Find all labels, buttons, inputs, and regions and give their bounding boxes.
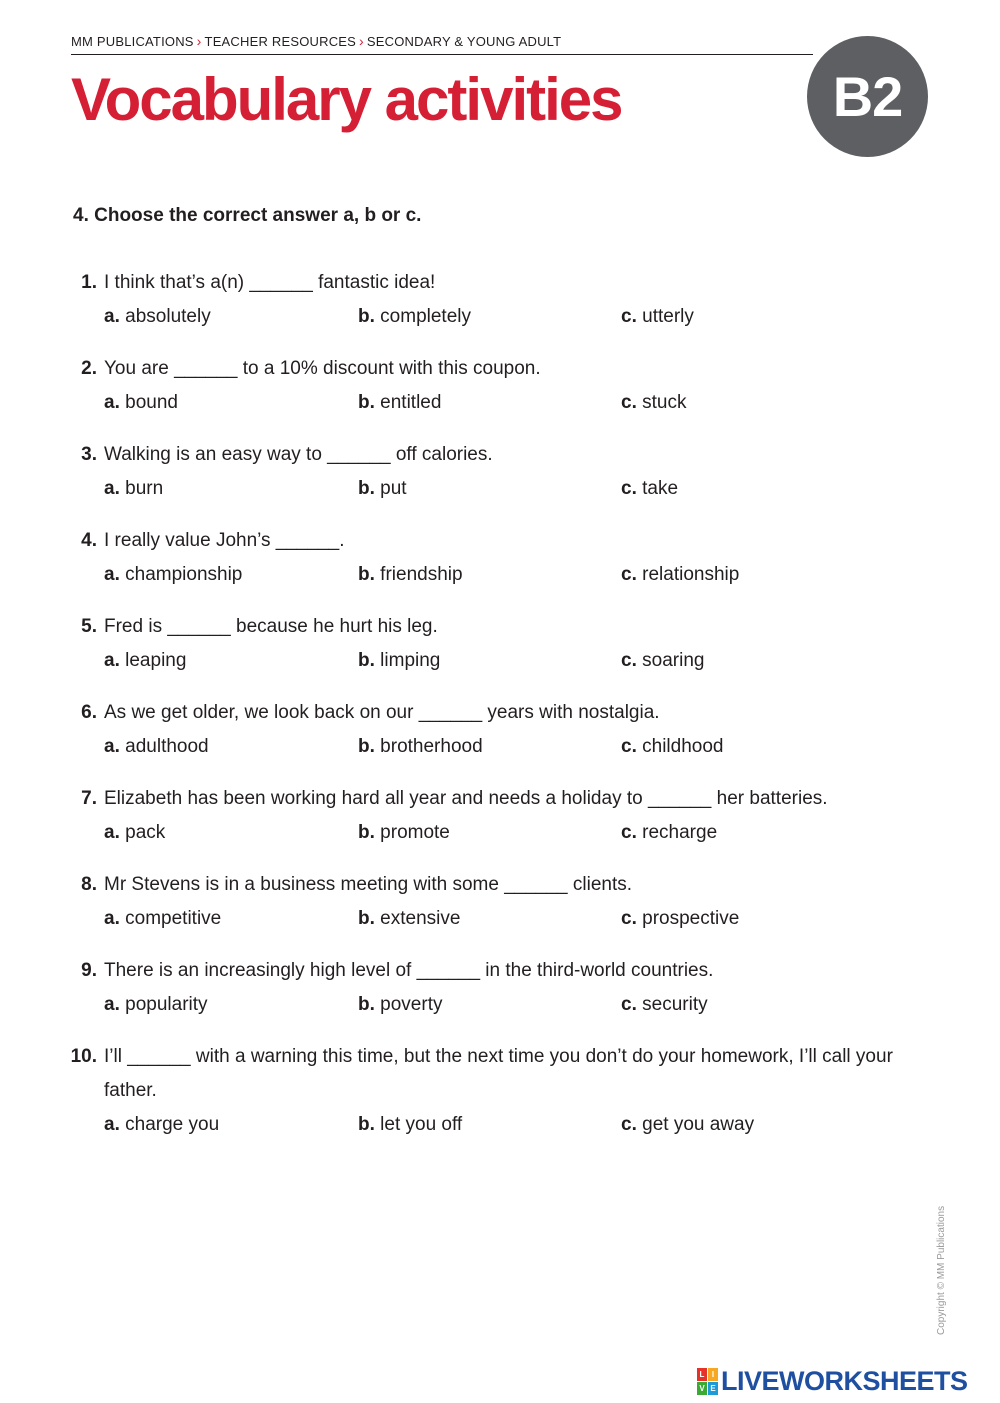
answer-option-b[interactable] xyxy=(358,386,441,420)
question-text: Elizabeth has been working hard all year and needs a holiday to ______ her batteries. xyxy=(104,788,828,809)
question-number: 9. xyxy=(81,960,97,981)
option-text: extensive xyxy=(380,908,461,929)
question-text: I’ll ______ with a warning this time, but the next time you don’t do your homework, I’ll call your father. xyxy=(104,1046,893,1101)
option-label: b. xyxy=(358,994,375,1015)
option-label: c. xyxy=(621,564,637,585)
option-label: b. xyxy=(358,478,375,499)
copyright-notice: Copyright © MM Publications xyxy=(936,1205,947,1335)
option-text: burn xyxy=(125,478,164,499)
option-text: absolutely xyxy=(125,306,211,327)
answer-options xyxy=(60,644,940,678)
answer-options xyxy=(60,988,940,1022)
question-list xyxy=(60,266,940,1160)
question-text-line xyxy=(60,352,940,386)
question-item xyxy=(60,696,940,782)
question-text-line xyxy=(60,696,940,730)
option-label: a. xyxy=(104,564,120,585)
breadcrumb-item: TEACHER RESOURCES xyxy=(204,34,357,49)
question-item xyxy=(60,610,940,696)
option-label: a. xyxy=(104,478,120,499)
answer-options xyxy=(60,386,940,420)
liveworksheets-logo[interactable] xyxy=(697,1366,968,1397)
question-item xyxy=(60,868,940,954)
question-item xyxy=(60,954,940,1040)
option-label: c. xyxy=(621,1114,637,1135)
option-label: b. xyxy=(358,392,375,413)
question-item xyxy=(60,524,940,610)
option-label: a. xyxy=(104,994,120,1015)
question-text-line xyxy=(60,954,940,988)
option-label: c. xyxy=(621,994,637,1015)
option-text: utterly xyxy=(642,306,694,327)
answer-option-c[interactable] xyxy=(621,1108,754,1142)
question-text: I think that’s a(n) ______ fantastic idea! xyxy=(104,272,436,293)
question-text: Fred is ______ because he hurt his leg. xyxy=(104,616,438,637)
answer-option-a[interactable] xyxy=(104,386,178,420)
option-text: bound xyxy=(125,392,178,413)
option-label: b. xyxy=(358,736,375,757)
answer-options xyxy=(60,472,940,506)
option-label: c. xyxy=(621,650,637,671)
answer-option-b[interactable] xyxy=(358,816,450,850)
option-text: friendship xyxy=(380,564,463,585)
option-label: b. xyxy=(358,822,375,843)
answer-option-b[interactable] xyxy=(358,730,483,764)
option-text: recharge xyxy=(642,822,718,843)
question-text-line xyxy=(60,266,940,300)
option-text: leaping xyxy=(125,650,187,671)
chevron-right-icon: › xyxy=(196,33,202,49)
question-text-line xyxy=(60,868,940,902)
answer-option-b[interactable] xyxy=(358,558,463,592)
option-label: c. xyxy=(621,822,637,843)
answer-option-a[interactable] xyxy=(104,816,165,850)
option-label: c. xyxy=(621,392,637,413)
answer-option-a[interactable] xyxy=(104,300,211,334)
level-badge: B2 xyxy=(807,36,928,157)
option-label: b. xyxy=(358,908,375,929)
answer-options xyxy=(60,730,940,764)
answer-option-c[interactable] xyxy=(621,300,694,334)
question-number: 1. xyxy=(81,272,97,293)
option-label: c. xyxy=(621,908,637,929)
question-text: Walking is an easy way to ______ off calories. xyxy=(104,444,493,465)
answer-options xyxy=(60,300,940,334)
option-label: b. xyxy=(358,1114,375,1135)
option-text: let you off xyxy=(380,1114,463,1135)
option-text: charge you xyxy=(125,1114,220,1135)
answer-option-b[interactable] xyxy=(358,902,460,936)
option-label: b. xyxy=(358,564,375,585)
option-text: adulthood xyxy=(125,736,209,757)
question-number: 3. xyxy=(81,444,97,465)
option-text: take xyxy=(642,478,679,499)
answer-option-a[interactable] xyxy=(104,472,163,506)
option-text: completely xyxy=(380,306,471,327)
option-label: b. xyxy=(358,306,375,327)
question-item xyxy=(60,352,940,438)
question-item xyxy=(60,1040,940,1160)
answer-option-b[interactable] xyxy=(358,644,440,678)
answer-option-b[interactable] xyxy=(358,988,442,1022)
option-label: c. xyxy=(621,736,637,757)
answer-option-a[interactable] xyxy=(104,1108,219,1142)
question-text: I really value John’s ______. xyxy=(104,530,345,551)
question-number: 4. xyxy=(81,530,97,551)
option-text: stuck xyxy=(642,392,687,413)
option-text: brotherhood xyxy=(380,736,483,757)
answer-options xyxy=(60,902,940,936)
option-text: get you away xyxy=(642,1114,755,1135)
question-number: 2. xyxy=(81,358,97,379)
option-label: c. xyxy=(621,478,637,499)
question-number: 6. xyxy=(81,702,97,723)
option-label: a. xyxy=(104,650,120,671)
brand-name: LIVEWORKSHEETS xyxy=(721,1366,968,1396)
option-text: pack xyxy=(125,822,166,843)
option-text: poverty xyxy=(380,994,443,1015)
question-text: You are ______ to a 10% discount with this coupon. xyxy=(104,358,541,379)
question-text: Mr Stevens is in a business meeting with some ______ clients. xyxy=(104,874,633,895)
option-label: a. xyxy=(104,908,120,929)
option-text: championship xyxy=(125,564,243,585)
page-title: Vocabulary activities xyxy=(71,66,622,133)
header-divider xyxy=(71,54,813,55)
option-text: relationship xyxy=(642,564,740,585)
option-text: popularity xyxy=(125,994,208,1015)
option-label: a. xyxy=(104,1114,120,1135)
answer-option-a[interactable] xyxy=(104,558,242,592)
chevron-right-icon: › xyxy=(359,33,364,49)
option-text: childhood xyxy=(642,736,724,757)
question-text-line xyxy=(60,782,940,816)
answer-options xyxy=(60,558,940,592)
question-number: 7. xyxy=(81,788,97,809)
answer-option-c[interactable] xyxy=(621,386,687,420)
answer-option-b[interactable] xyxy=(358,1108,462,1142)
option-text: entitled xyxy=(380,392,442,413)
breadcrumb-item: MM PUBLICATIONS xyxy=(71,34,194,49)
answer-option-c[interactable] xyxy=(621,988,708,1022)
liveworksheets-logo-icon: L I V E xyxy=(697,1368,718,1395)
answer-option-a[interactable] xyxy=(104,988,208,1022)
option-label: b. xyxy=(358,650,375,671)
question-item xyxy=(60,782,940,868)
answer-option-a[interactable] xyxy=(104,902,221,936)
question-number: 8. xyxy=(81,874,97,895)
answer-option-c[interactable] xyxy=(621,730,723,764)
option-label: c. xyxy=(621,306,637,327)
question-text-line xyxy=(60,438,940,472)
answer-option-b[interactable] xyxy=(358,472,407,506)
option-text: limping xyxy=(380,650,441,671)
question-text-line xyxy=(60,610,940,644)
option-label: a. xyxy=(104,822,120,843)
answer-option-c[interactable] xyxy=(621,644,704,678)
option-text: security xyxy=(642,994,708,1015)
answer-option-c[interactable] xyxy=(621,558,739,592)
question-text-line xyxy=(60,1040,940,1108)
answer-option-a[interactable] xyxy=(104,644,186,678)
question-item xyxy=(60,438,940,524)
question-number: 5. xyxy=(81,616,97,637)
question-text: There is an increasingly high level of ______ in the third-world countries. xyxy=(104,960,714,981)
question-number: 10. xyxy=(70,1046,97,1067)
breadcrumb xyxy=(71,33,561,49)
answer-options xyxy=(60,1108,940,1142)
answer-option-b[interactable] xyxy=(358,300,471,334)
answer-option-c[interactable] xyxy=(621,472,678,506)
option-label: a. xyxy=(104,392,120,413)
option-text: put xyxy=(380,478,407,499)
answer-option-a[interactable] xyxy=(104,730,209,764)
answer-option-c[interactable] xyxy=(621,816,717,850)
question-text-line xyxy=(60,524,940,558)
option-label: a. xyxy=(104,306,120,327)
breadcrumb-item: SECONDARY & YOUNG ADULT xyxy=(366,34,562,49)
option-label: a. xyxy=(104,736,120,757)
option-text: prospective xyxy=(642,908,740,929)
exercise-instruction: 4. Choose the correct answer a, b or c. xyxy=(73,205,422,226)
answer-option-c[interactable] xyxy=(621,902,739,936)
question-item xyxy=(60,266,940,352)
option-text: promote xyxy=(380,822,450,843)
answer-options xyxy=(60,816,940,850)
option-text: soaring xyxy=(642,650,705,671)
option-text: competitive xyxy=(125,908,222,929)
question-text: As we get older, we look back on our ______ years with nostalgia. xyxy=(104,702,660,723)
